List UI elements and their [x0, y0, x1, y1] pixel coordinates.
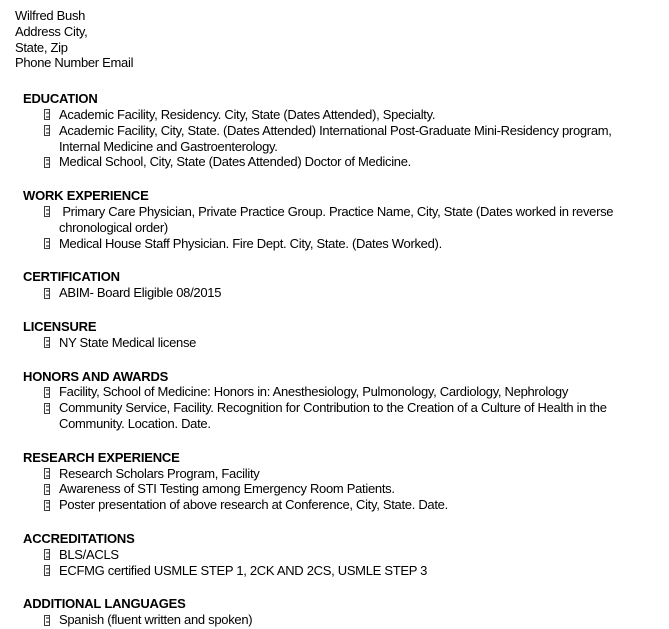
bullet-item — [44, 335, 655, 351]
missing-glyph-bullet-icon — [44, 549, 50, 560]
missing-glyph-bullet-icon — [44, 468, 50, 479]
resume-section — [23, 188, 655, 251]
section-title: WORK EXPERIENCE — [23, 188, 149, 204]
resume-section — [23, 450, 655, 513]
section-title: ACCREDITATIONS — [23, 530, 135, 546]
bullet-item — [44, 107, 655, 123]
missing-glyph-bullet-icon — [44, 288, 50, 299]
missing-glyph-bullet-icon — [44, 565, 50, 576]
bullet-item-text: Awareness of STI Testing among Emergency Room Patients. — [59, 481, 395, 497]
bullet-item-text: NY State Medical license — [59, 334, 197, 350]
section-title: LICENSURE — [23, 318, 97, 334]
missing-glyph-bullet-icon — [44, 337, 50, 348]
bullet-item-text: Academic Facility, Residency. City, State (Dates Attended), Specialty. — [59, 106, 436, 122]
bullet-item-text: ECFMG certified USMLE STEP 1, 2CK AND 2CS, USMLE STEP 3 — [59, 562, 428, 578]
resume-section — [23, 319, 655, 351]
bullet-item-text: Academic Facility, City, State. (Dates Attended) International Post-Graduate Mini-Residency program, Internal Medicine and Gastroenterology. — [59, 122, 615, 154]
section-title: HONORS AND AWARDS — [23, 368, 169, 384]
missing-glyph-bullet-icon — [44, 206, 50, 217]
section-items — [23, 204, 655, 251]
section-items — [23, 612, 655, 628]
bullet-item — [44, 466, 655, 482]
bullet-item — [44, 612, 655, 628]
missing-glyph-bullet-icon — [44, 484, 50, 495]
bullet-item-text: Community Service, Facility. Recognition for Contribution to the Creation of a Culture of Health in the Community. Location. Date. — [59, 400, 610, 431]
bullet-item-text: Primary Care Physician, Private Practice Group. Practice Name, City, State (Dates worked in reverse chronological order) — [59, 203, 617, 235]
section-items — [23, 384, 655, 431]
contact-header — [15, 8, 655, 71]
resume-section — [23, 531, 655, 578]
bullet-item — [44, 384, 655, 400]
bullet-item — [44, 285, 655, 301]
bullet-item — [44, 481, 655, 497]
section-items — [23, 335, 655, 351]
missing-glyph-bullet-icon — [44, 125, 50, 136]
bullet-item — [44, 204, 655, 236]
section-title: ADDITIONAL LANGUAGES — [23, 596, 186, 612]
bullet-item — [44, 547, 655, 563]
bullet-item — [44, 154, 655, 170]
contact-line: Phone Number Email — [15, 55, 134, 71]
bullet-item-text: Medical School, City, State (Dates Attended) Doctor of Medicine. — [59, 154, 411, 170]
resume-section — [23, 596, 655, 628]
bullet-item — [44, 123, 655, 155]
bullet-item-text: Poster presentation of above research at Conference, City, State. Date. — [59, 497, 448, 513]
bullet-item-text: Facility, School of Medicine: Honors in: Anesthesiology, Pulmonology, Cardiology, Nephrology — [59, 384, 569, 400]
section-title: CERTIFICATION — [23, 269, 120, 285]
missing-glyph-bullet-icon — [44, 615, 50, 626]
missing-glyph-bullet-icon — [44, 403, 50, 414]
bullet-item-text: BLS/ACLS — [59, 546, 119, 562]
missing-glyph-bullet-icon — [44, 238, 50, 249]
resume-section — [23, 269, 655, 301]
section-title: EDUCATION — [23, 91, 98, 107]
bullet-item-text: ABIM- Board Eligible 08/2015 — [59, 285, 222, 301]
bullet-item — [44, 236, 655, 252]
section-items — [23, 107, 655, 170]
missing-glyph-bullet-icon — [44, 157, 50, 168]
section-items — [23, 466, 655, 513]
resume-section — [23, 369, 655, 432]
bullet-item — [44, 497, 655, 513]
bullet-item-text: Spanish (fluent written and spoken) — [59, 612, 253, 628]
bullet-item-text: Medical House Staff Physician. Fire Dept. City, State. (Dates Worked). — [59, 235, 442, 251]
resume-body — [23, 91, 655, 628]
missing-glyph-bullet-icon — [44, 387, 50, 398]
bullet-item-text: Research Scholars Program, Facility — [59, 465, 260, 481]
resume-section — [23, 91, 655, 170]
section-items — [23, 285, 655, 301]
missing-glyph-bullet-icon — [44, 500, 50, 511]
section-title: RESEARCH EXPERIENCE — [23, 449, 180, 465]
candidate-name: Wilfred Bush — [15, 8, 86, 23]
missing-glyph-bullet-icon — [44, 109, 50, 120]
address-line-1: Address City, — [15, 23, 88, 39]
bullet-item — [44, 400, 655, 432]
bullet-item — [44, 563, 655, 579]
section-items — [23, 547, 655, 579]
address-line-2: State, Zip — [15, 39, 68, 55]
